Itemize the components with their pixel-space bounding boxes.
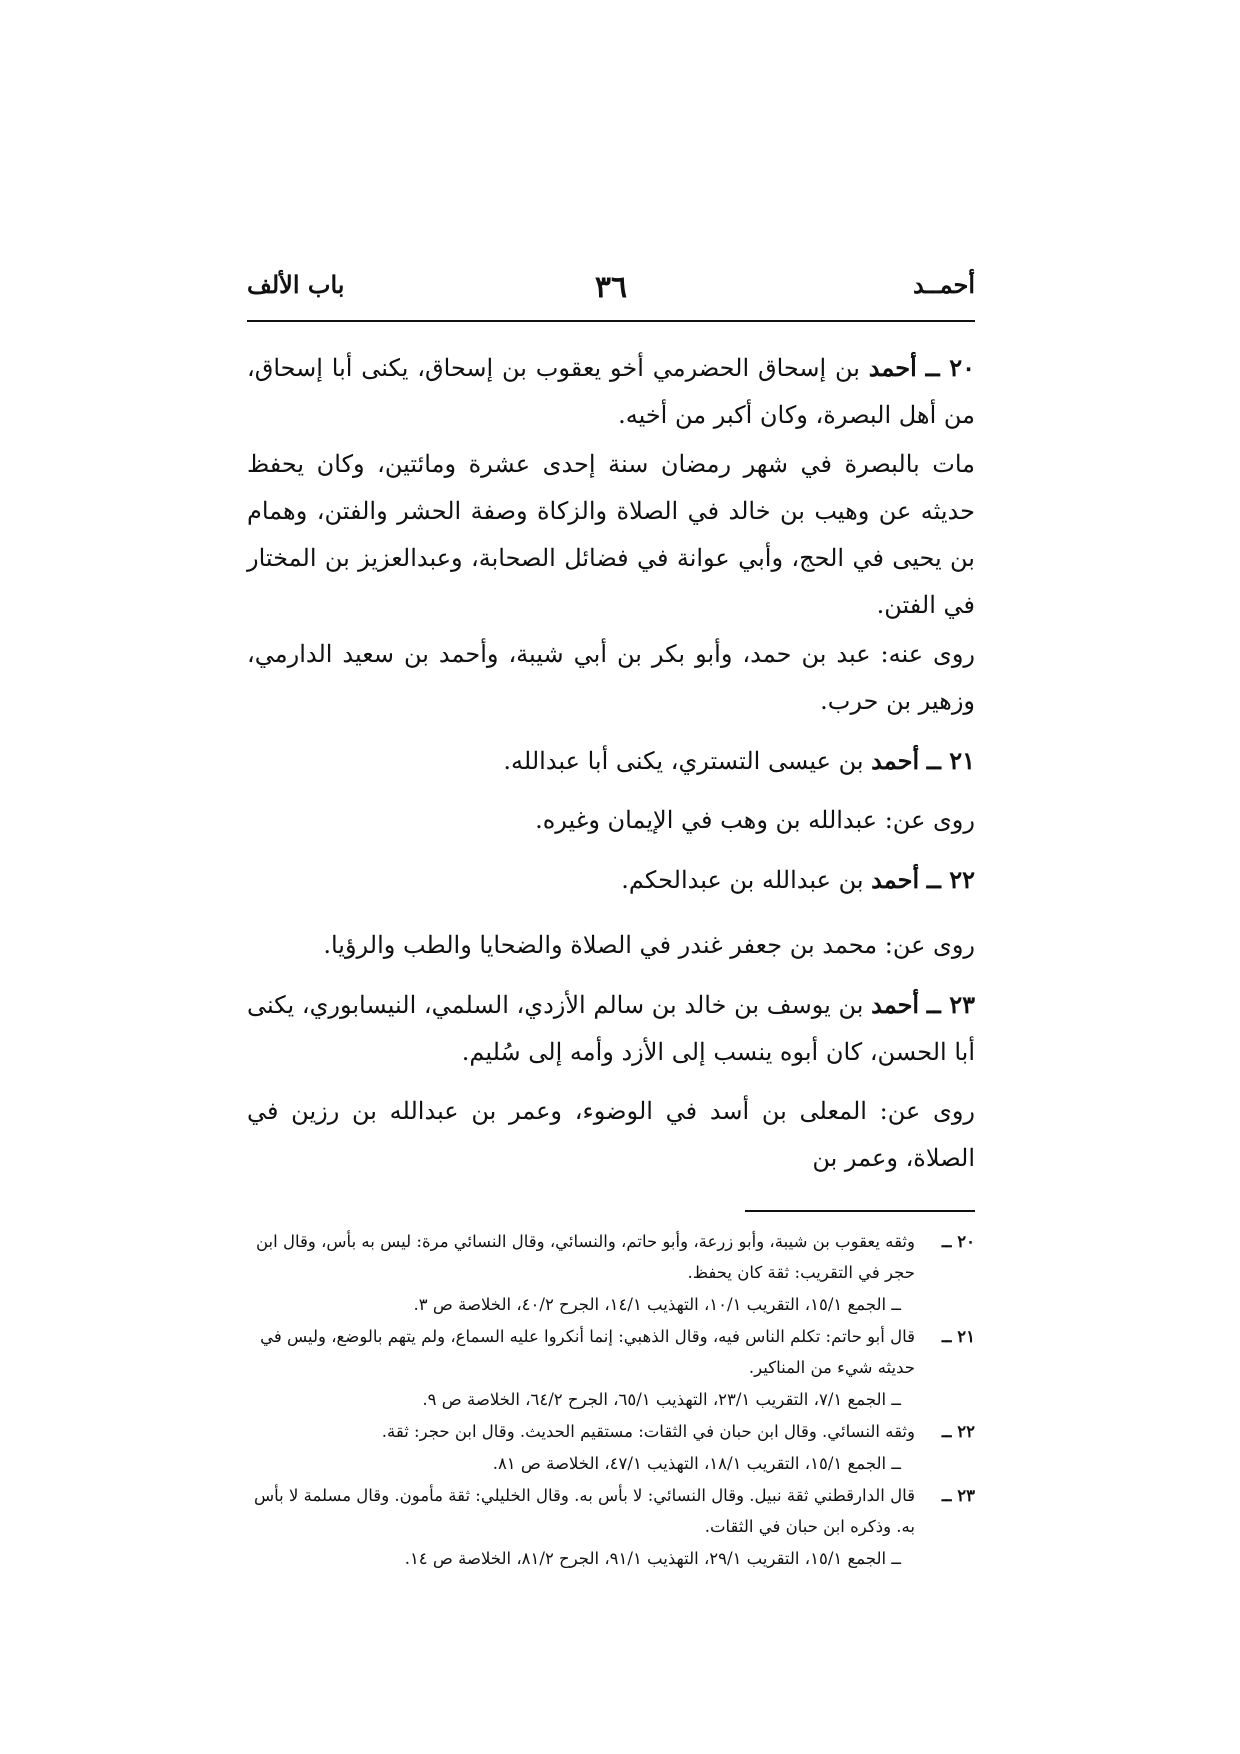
entry-text: مات بالبصرة في شهر رمضان سنة إحدى عشرة ومائتين، وكان يحفظ حديثه عن وهيب بن خالد في الصلاة والزكاة وصفة الحشر والفتن، وهمام بن يحيى في الحج، وأبي عوانة في فضائل الصحابة، وعبدالعزيز بن المختار في الفتن. bbox=[247, 450, 975, 619]
entry-name: أحمد bbox=[871, 865, 920, 894]
footnote-text: قال الدارقطني ثقة نبيل. وقال النسائي: لا بأس به. وقال الخليلي: ثقة مأمون. وقال مسلمة لا بأس به. وذكره ابن حبان في الثقات. bbox=[253, 1486, 915, 1536]
footnote-references: ــ الجمع ١٥/١، التقريب ١٠/١، التهذيب ١٤/١، الجرح ٤٠/٢، الخلاصة ص ٣. bbox=[413, 1295, 901, 1314]
entry-text: روى عنه: عبد بن حمد، وأبو بكر بن أبي شيبة، وأحمد بن سعيد الدارمي، وزهير بن حرب. bbox=[247, 640, 975, 715]
header-rule bbox=[247, 320, 975, 322]
entry-22 bbox=[247, 856, 975, 969]
entry-number: ٢٣ ــ bbox=[926, 990, 976, 1019]
footnote-text: وثقه النسائي. وقال ابن حبان في الثقات: مستقيم الحديث. وقال ابن حجر: ثقة. bbox=[381, 1422, 915, 1441]
entry-name: أحمد bbox=[871, 746, 920, 775]
entry-name: أحمد bbox=[868, 353, 917, 382]
entry-text: بن عيسى التستري، يكنى أبا عبدالله. bbox=[503, 747, 864, 775]
entry-number: ٢١ ــ bbox=[926, 746, 975, 775]
footnote-number: ٢٢ ــ bbox=[941, 1422, 975, 1441]
entry-name: أحمد bbox=[871, 990, 920, 1019]
header-chapter-title: باب الألف bbox=[247, 270, 345, 299]
footnote-text: قال أبو حاتم: تكلم الناس فيه، وقال الذهبي: إنما أنكروا عليه السماع، ولم يتهم بالوضع، وليس في حديثه شيء من المناكير. bbox=[260, 1327, 915, 1377]
footnote-rule bbox=[745, 1210, 975, 1212]
footnote-number: ٢٣ ــ bbox=[941, 1486, 975, 1505]
running-header bbox=[247, 270, 975, 314]
footnote-23 bbox=[247, 1480, 975, 1575]
entry-23 bbox=[247, 981, 975, 1182]
header-section-title: أحمــد bbox=[912, 270, 975, 299]
footnote-references: ــ الجمع ٧/١، التقريب ٢٣/١، التهذيب ٦٥/١، الجرح ٦٤/٢، الخلاصة ص ٩. bbox=[422, 1390, 901, 1409]
entry-text: روى عن: محمد بن جعفر غندر في الصلاة والضحايا والطب والرؤيا. bbox=[323, 931, 975, 959]
entry-text: بن عبدالله بن عبدالحكم. bbox=[621, 866, 864, 894]
entry-text: روى عن: المعلى بن أسد في الوضوء، وعمر بن عبدالله بن رزين في الصلاة، وعمر بن bbox=[247, 1097, 975, 1172]
footnote-number: ٢٠ ــ bbox=[941, 1232, 975, 1251]
entry-20 bbox=[247, 344, 975, 725]
footnote-20 bbox=[247, 1226, 975, 1321]
entry-number: ٢٢ ــ bbox=[926, 865, 975, 894]
footnote-references: ــ الجمع ١٥/١، التقريب ١٨/١، التهذيب ٤٧/١، الخلاصة ص ٨١. bbox=[492, 1454, 901, 1473]
footnote-references: ــ الجمع ١٥/١، التقريب ٢٩/١، التهذيب ٩١/١، الجرح ٨١/٢، الخلاصة ص ١٤. bbox=[404, 1549, 901, 1568]
entry-text: بن إسحاق الحضرمي أخو يعقوب بن إسحاق، يكنى أبا إسحاق، من أهل البصرة، وكان أكبر من أخيه. bbox=[247, 354, 975, 429]
page bbox=[247, 270, 975, 1575]
entry-text: روى عن: عبدالله بن وهب في الإيمان وغيره. bbox=[535, 806, 975, 834]
entry-number: ٢٠ ــ bbox=[925, 353, 975, 382]
footnotes bbox=[247, 1226, 975, 1575]
entry-21 bbox=[247, 737, 975, 844]
footnote-text: وثقه يعقوب بن شيبة، وأبو زرعة، وأبو حاتم، والنسائي، وقال النسائي مرة: ليس به بأس، وقال ابن حجر في التقريب: ثقة كان يحفظ. bbox=[255, 1232, 915, 1282]
entry-text: بن يوسف بن خالد بن سالم الأزدي، السلمي، النيسابوري، يكنى أبا الحسن، كان أبوه ينسب إلى الأزد وأمه إلى سُليم. bbox=[247, 991, 975, 1066]
page-number: ٣٦ bbox=[594, 270, 628, 305]
footnote-number: ٢١ ــ bbox=[941, 1327, 975, 1346]
footnote-21 bbox=[247, 1321, 975, 1416]
footnote-22 bbox=[247, 1416, 975, 1480]
